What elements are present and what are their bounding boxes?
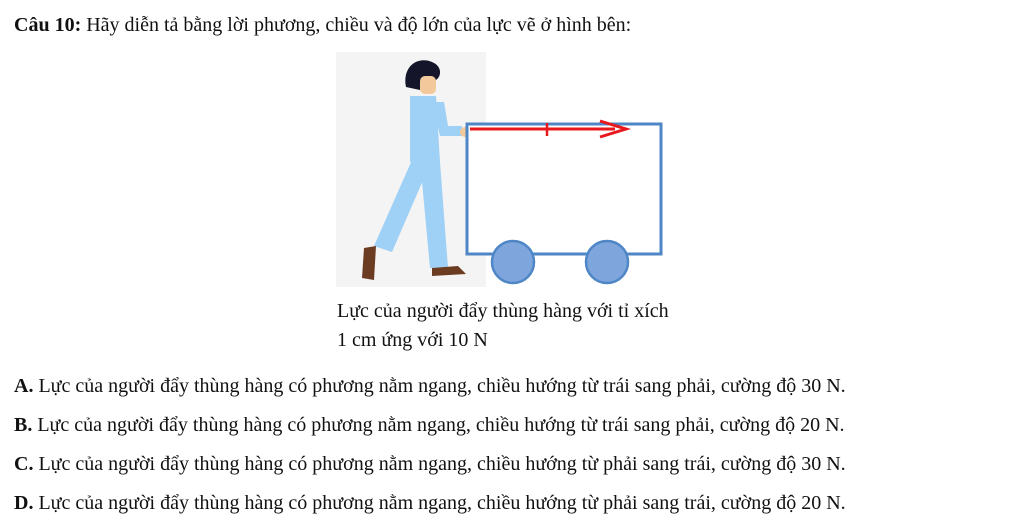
force-figure xyxy=(336,52,676,292)
cart-wheel-right xyxy=(586,241,628,283)
cart-box xyxy=(467,124,661,254)
caption-line-2: 1 cm ứng với 10 N xyxy=(337,329,488,351)
option-text: Lực của người đẩy thùng hàng có phương nằm ngang, chiều hướng từ trái sang phải, cường độ 30 N. xyxy=(33,375,846,397)
option-letter: B. xyxy=(14,414,33,436)
answer-option-a[interactable] xyxy=(14,373,846,412)
question-text: Hãy diễn tả bằng lời phương, chiều và độ lớn của lực vẽ ở hình bên: xyxy=(81,14,632,36)
person-face xyxy=(420,76,436,94)
cart-wheel-left xyxy=(492,241,534,283)
option-letter: A. xyxy=(14,375,34,397)
caption-line-1: Lực của người đẩy thùng hàng với tỉ xích xyxy=(337,300,669,322)
answer-option-d[interactable] xyxy=(14,490,846,529)
option-text: Lực của người đẩy thùng hàng có phương nằm ngang, chiều hướng từ phải sang trái, cường độ 20 N. xyxy=(33,492,846,514)
question-number: Câu 10: xyxy=(14,14,82,36)
person-back-shoe xyxy=(362,246,376,280)
option-letter: D. xyxy=(14,492,34,514)
force-diagram xyxy=(336,52,676,292)
question-prompt xyxy=(14,12,631,38)
answer-option-c[interactable] xyxy=(14,451,846,490)
option-letter: C. xyxy=(14,453,34,475)
option-text: Lực của người đẩy thùng hàng có phương nằm ngang, chiều hướng từ trái sang phải, cường độ 20 N. xyxy=(32,414,845,436)
answer-option-b[interactable] xyxy=(14,412,846,451)
answer-options xyxy=(14,373,846,529)
option-text: Lực của người đẩy thùng hàng có phương nằm ngang, chiều hướng từ phải sang trái, cường độ 30 N. xyxy=(33,453,846,475)
figure-caption xyxy=(337,297,669,355)
